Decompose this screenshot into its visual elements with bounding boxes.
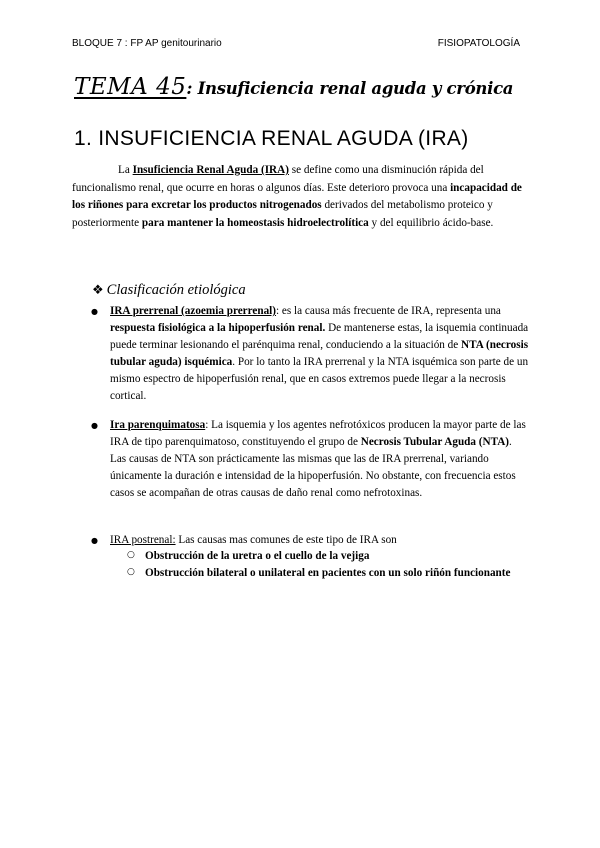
list-item-parenquimatosa: Ira parenquimatosa: La isquemia y los agentes nefrotóxicos producen la mayor parte de las IRA de tipo parenquimatoso, constituyendo el grupo de Necrosis Tubular Aguda (NTA). Las causas de NTA son prácticamente las mismas que las de IRA prerrenal, variando únicamente la duración e intensidad de la hipoperfusión. No obstante, con frecuencia estos casos se acompañan de otras causas de daño renal como nefrotoxinas. [110,419,526,499]
list-item-prerrenal: IRA prerrenal (azoemia prerrenal): es la causa más frecuente de IRA, representa una respuesta fisiológica a la hipoperfusión renal. De mantenerse estas, la isquemia continuada puede terminar lesionando el parénquima renal, conduciendo a la situación de NTA (necrosis tubular aguda) isquémica. Por lo tanto la IRA prerrenal y la NTA isquémica son parte de un mismo espectro de hipoperfusión renal, que en casos extremos puede llegar a la necrosis cortical. [110,305,529,402]
sub-item-obstruccion-uretra: Obstrucción de la uretra o el cuello de la vejiga [145,550,370,562]
intro-paragraph: La Insuficiencia Renal Aguda (IRA) se define como una disminución rápida del funcionalismo renal, que ocurre en horas o algunos días. Este deterioro provoca una incapacidad de los riñones para excretar los productos nitrogenados derivados del metabolismo proteico y posteriormente para mantener la homeostasis hidroelectrolítica y del equilibrio ácido-base. [72,164,522,229]
page-title [74,74,513,100]
bullet-icon: ● [91,421,98,430]
title-tema: TEMA 45 [74,74,187,100]
diamond-bullet-icon: ❖ [92,283,104,298]
section-heading: 1. INSUFICIENCIA RENAL AGUDA (IRA) [74,127,469,150]
sub-bullet-icon: ○ [127,550,135,560]
header-left: BLOQUE 7 : FP AP genitourinario [72,38,222,49]
classification-heading: ❖ Clasificación etiológica [92,282,246,298]
title-rest: : Insuficiencia renal aguda y crónica [186,79,514,98]
sub-item-obstruccion-bilateral: Obstrucción bilateral o unilateral en pacientes con un solo riñón funcionante [145,567,511,579]
bullet-icon: ● [91,307,98,316]
header-right: FISIOPATOLOGÍA [437,38,520,49]
sub-bullet-icon: ○ [127,567,135,577]
bullet-icon: ● [91,536,98,545]
list-item-postrenal: IRA postrenal: Las causas mas comunes de este tipo de IRA son [110,534,397,546]
